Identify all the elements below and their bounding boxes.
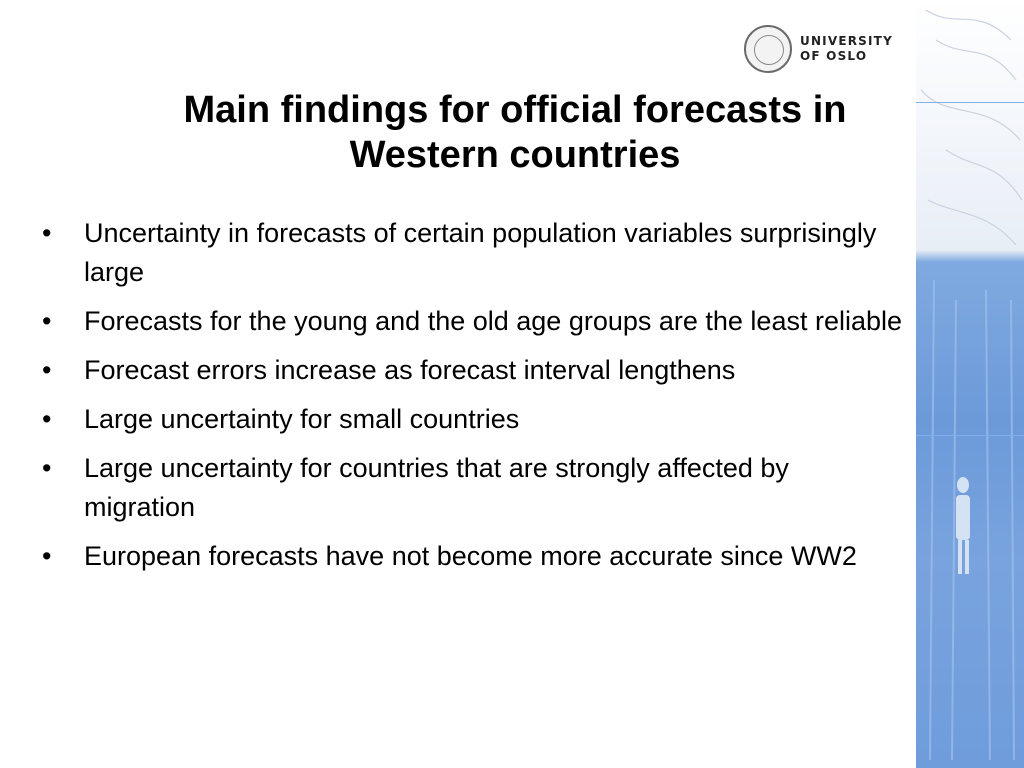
bullet-dot: • (42, 404, 52, 434)
logo-text (800, 34, 893, 64)
bullet-item (42, 214, 902, 292)
university-seal-icon (744, 25, 792, 73)
bullet-dot: • (42, 541, 52, 571)
bullet-item (42, 537, 902, 576)
bullet-dot: • (42, 355, 52, 385)
divider-line (916, 102, 1024, 103)
bullet-text: Large uncertainty for small countries (84, 404, 520, 434)
bullet-text: European forecasts have not become more accurate since WW2 (84, 541, 857, 571)
logo-line1: UNIVERSITY (800, 34, 893, 48)
bullet-text: Forecasts for the young and the old age groups are the least reliable (84, 306, 903, 336)
bullet-text: Uncertainty in forecasts of certain population variables surprisingly large (84, 218, 877, 287)
title-line2: Western countries (349, 134, 681, 176)
decorative-statue-art (916, 0, 1024, 768)
bullet-list (42, 214, 902, 586)
bullet-text: Large uncertainty for countries that are strongly affected by migration (84, 453, 789, 522)
title-line1: Main findings for official forecasts in (183, 89, 847, 131)
bullet-item (42, 449, 902, 527)
bullet-text: Forecast errors increase as forecast interval lengthens (84, 355, 736, 385)
bullet-item (42, 400, 902, 439)
bullet-dot: • (42, 453, 52, 483)
bullet-dot: • (42, 306, 52, 336)
bullet-item (42, 351, 902, 390)
divider-line (916, 435, 1024, 436)
slide-title (100, 88, 930, 178)
logo-line2: OF OSLO (800, 49, 868, 63)
bullet-item (42, 302, 902, 341)
decorative-side-band (916, 0, 1024, 768)
university-logo (744, 23, 904, 75)
bullet-dot: • (42, 218, 52, 248)
